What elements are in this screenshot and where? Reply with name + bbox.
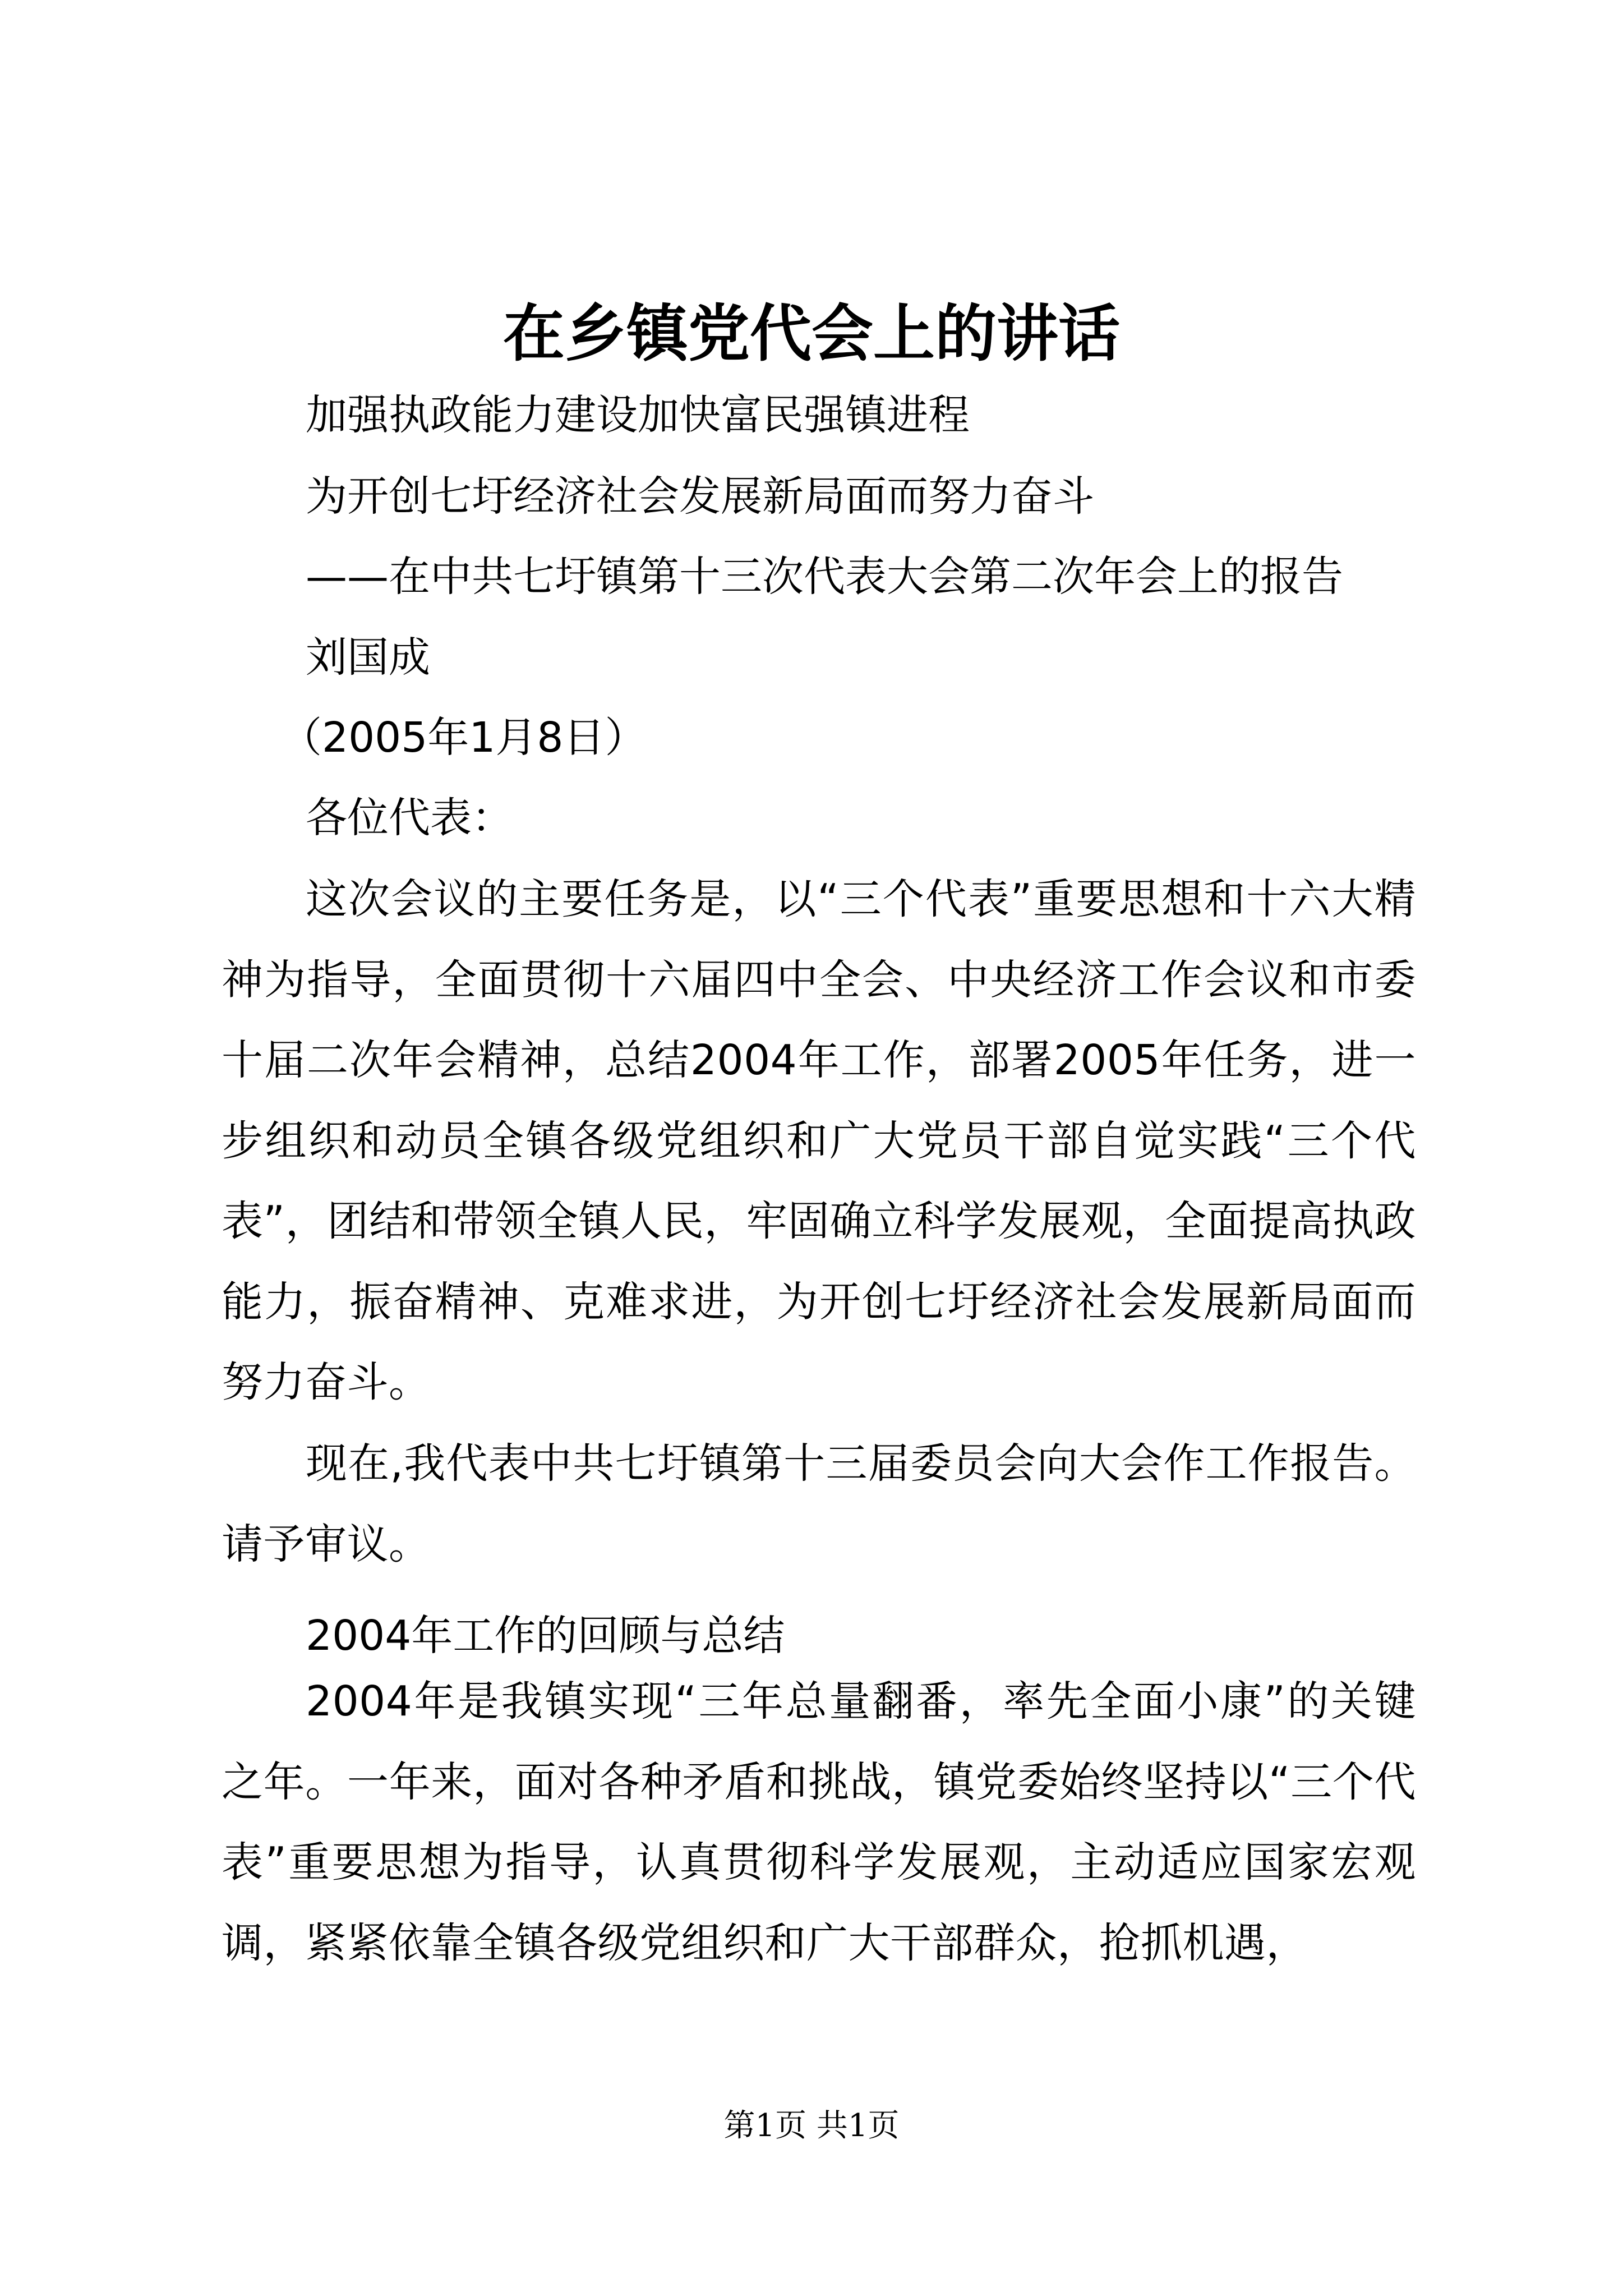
paragraph-intro: 这次会议的主要任务是，以“三个代表”重要思想和十六大精神为指导，全面贯彻十六届四中全会、中央经济工作会议和市委十届二次年会精神，总结2004年工作，部署2005年任务，进一步组织和动员全镇各级党组织和广大党员干部自觉实践“三个代表”，团结和带领全镇人民，牢固确立科学发展观，全面提高执政能力，振奋精神、克难求进，为开创七圩经济社会发展新局面而努力奋斗。	[222, 875, 1416, 1406]
subtitle-line-3: ——在中共七圩镇第十三次代表大会第二次年会上的报告	[306, 553, 1343, 601]
subtitle-line-2: 为开创七圩经济社会发展新局面而努力奋斗	[306, 472, 1094, 521]
subtitle-line-1: 加强执政能力建设加快富民强镇进程	[306, 391, 970, 439]
paragraph-review: 2004年是我镇实现“三年总量翻番，率先全面小康”的关键之年。一年来，面对各种矛盾和挑战，镇党委始终坚持以“三个代表”重要思想为指导，认真贯彻科学发展观，主动适应国家宏观调，紧紧依靠全镇各级党组织和广大干部群众，抢抓机遇，	[222, 1677, 1416, 1967]
author-name: 刘国成	[306, 633, 430, 682]
page-footer: 第1页 共1页	[723, 2108, 900, 2144]
report-date: （2005年1月8日）	[280, 714, 647, 762]
paragraph-report: 现在,我代表中共七圩镇第十三届委员会向大会作工作报告。请予审议。	[222, 1439, 1416, 1568]
salutation: 各位代表：	[306, 794, 513, 842]
document-title: 在乡镇党代会上的讲话	[503, 297, 1120, 370]
section-heading: 2004年工作的回顾与总结	[306, 1612, 785, 1660]
